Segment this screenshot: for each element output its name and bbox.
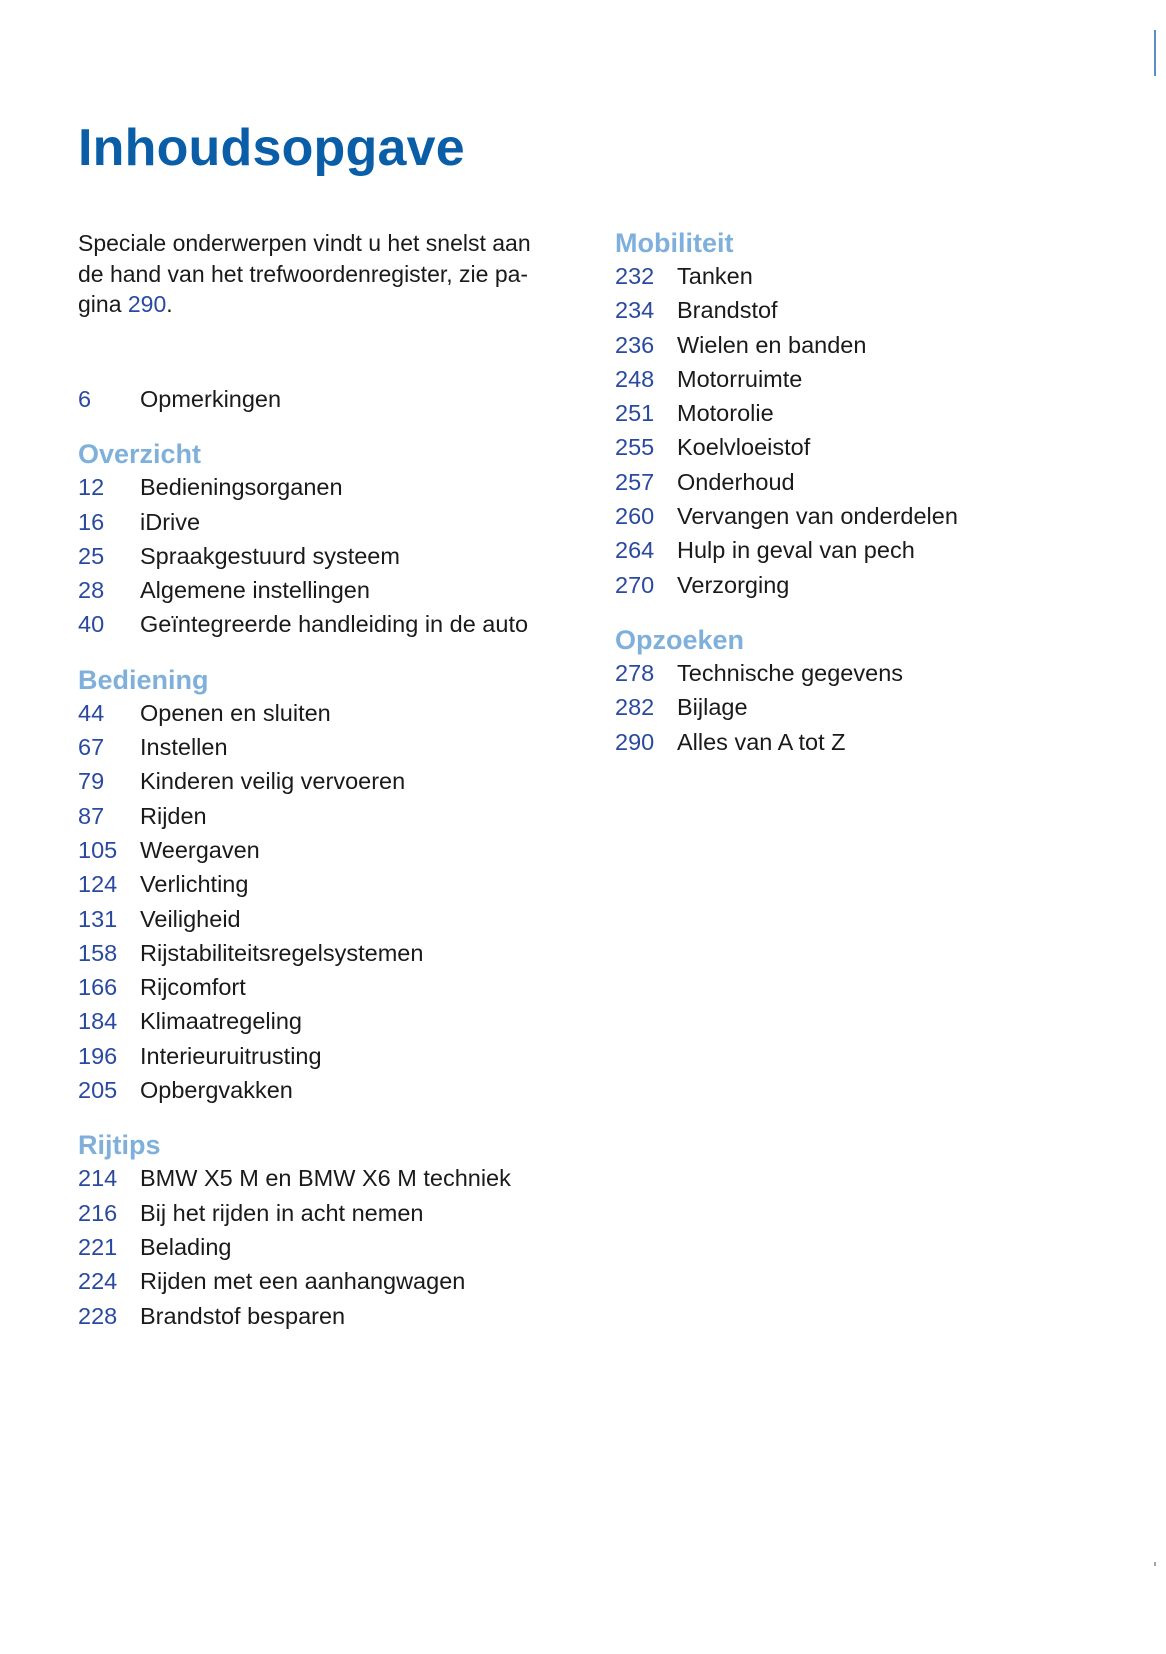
toc-entry[interactable] bbox=[615, 499, 1135, 533]
toc-entry-page: 44 bbox=[78, 699, 105, 726]
toc-entry[interactable] bbox=[78, 470, 598, 504]
toc-entry-label: Kinderen veilig vervoeren bbox=[140, 768, 406, 795]
toc-entry-label: Klimaatregeling bbox=[140, 1008, 302, 1035]
toc-entry[interactable] bbox=[615, 725, 1135, 759]
toc-entry-label: Rijden met een aanhangwagen bbox=[140, 1268, 466, 1295]
toc-entry-page: 105 bbox=[78, 836, 118, 863]
toc-entry[interactable] bbox=[78, 539, 598, 573]
toc-entry-label: Vervangen van onderdelen bbox=[677, 503, 958, 530]
toc-entry-page: 260 bbox=[615, 503, 655, 530]
toc-entry-label: Brandstof besparen bbox=[140, 1302, 346, 1329]
toc-entry[interactable] bbox=[78, 1004, 598, 1038]
toc-entry-page: 158 bbox=[78, 939, 118, 966]
toc-entry-page: 25 bbox=[78, 542, 105, 569]
toc-entry[interactable] bbox=[615, 430, 1135, 464]
toc-entry[interactable] bbox=[615, 656, 1135, 690]
toc-entry-page: 87 bbox=[78, 802, 105, 829]
toc-entry[interactable] bbox=[78, 1161, 598, 1195]
toc-entry-label: Motorolie bbox=[677, 400, 774, 427]
toc-entry-label: Onderhoud bbox=[677, 468, 795, 495]
toc-right-sections bbox=[615, 227, 1135, 759]
intro-text-end: . bbox=[166, 291, 173, 317]
toc-entry[interactable] bbox=[78, 1299, 598, 1333]
toc-entry-label: Bedieningsorganen bbox=[140, 474, 343, 501]
page-title: Inhoudsopgave bbox=[78, 119, 465, 177]
toc-entry-label: BMW X5 M en BMW X6 M techniek bbox=[140, 1165, 511, 1192]
toc-entry[interactable] bbox=[78, 936, 598, 970]
toc-entry-page: 278 bbox=[615, 659, 655, 686]
toc-entry[interactable] bbox=[78, 902, 598, 936]
toc-entry[interactable] bbox=[78, 970, 598, 1004]
toc-entry[interactable] bbox=[78, 607, 598, 641]
toc-right-column bbox=[615, 227, 1135, 781]
toc-entry-label: Rijden bbox=[140, 802, 207, 829]
toc-entry-label: Motorruimte bbox=[677, 365, 803, 392]
toc-entry[interactable] bbox=[615, 362, 1135, 396]
toc-entry-page: 184 bbox=[78, 1008, 118, 1035]
toc-entry[interactable] bbox=[615, 293, 1135, 327]
toc-entry-label: Bij het rijden in acht nemen bbox=[140, 1199, 424, 1226]
toc-entry-page: 40 bbox=[78, 611, 105, 638]
toc-entry[interactable] bbox=[78, 382, 598, 416]
toc-entry[interactable] bbox=[78, 833, 598, 867]
toc-entry-page: 255 bbox=[615, 434, 655, 461]
toc-entry-page: 6 bbox=[78, 386, 92, 412]
intro-page-link[interactable]: 290 bbox=[127, 291, 167, 317]
toc-entry-page: 290 bbox=[615, 728, 655, 755]
toc-entry[interactable] bbox=[78, 1196, 598, 1230]
toc-entry[interactable] bbox=[78, 1039, 598, 1073]
toc-entry-label: Wielen en banden bbox=[677, 331, 867, 358]
toc-entry-page: 264 bbox=[615, 537, 655, 564]
toc-left-sections bbox=[78, 438, 598, 1333]
toc-entry[interactable] bbox=[615, 568, 1135, 602]
toc-entry-label: Technische gegevens bbox=[677, 659, 904, 686]
toc-entry[interactable] bbox=[78, 1264, 598, 1298]
toc-entry-label: Tanken bbox=[677, 263, 753, 289]
toc-entry-label: Belading bbox=[140, 1233, 232, 1260]
toc-entry[interactable] bbox=[615, 690, 1135, 724]
toc-entry-label: Interieuruitrusting bbox=[140, 1042, 322, 1069]
toc-entry-page: 236 bbox=[615, 331, 655, 358]
toc-entry[interactable] bbox=[78, 573, 598, 607]
toc-section-mobiliteit bbox=[615, 227, 1135, 602]
toc-entry-label: Hulp in geval van pech bbox=[677, 537, 915, 564]
toc-entry-label: Alles van A tot Z bbox=[677, 728, 846, 755]
toc-section-opzoeken bbox=[615, 624, 1135, 759]
intro-paragraph bbox=[78, 228, 558, 320]
toc-entry-page: 196 bbox=[78, 1042, 118, 1069]
toc-entry-page: 205 bbox=[78, 1077, 118, 1104]
toc-entry[interactable] bbox=[78, 867, 598, 901]
toc-entry-label: Weergaven bbox=[140, 836, 260, 863]
toc-entry-label: Koelvloeistof bbox=[677, 434, 811, 461]
intro-text: Speciale onderwerpen vindt u het snelst aan de hand van het trefwoordenregister, zie pagina bbox=[78, 230, 531, 317]
section-heading: Mobiliteit bbox=[615, 228, 734, 258]
toc-entry-label: Bijlage bbox=[677, 694, 748, 721]
toc-entry-label: iDrive bbox=[140, 508, 201, 535]
toc-entry-page: 16 bbox=[78, 508, 105, 535]
toc-entry[interactable] bbox=[78, 1073, 598, 1107]
toc-entry-label: Geïntegreerde handleiding in de auto bbox=[140, 611, 529, 638]
toc-entry-label: Verzorging bbox=[677, 571, 790, 598]
toc-entry-page: 221 bbox=[78, 1233, 118, 1260]
toc-entry-label: Instellen bbox=[140, 734, 228, 761]
toc-entry[interactable] bbox=[78, 1230, 598, 1264]
toc-entry-label: Veiligheid bbox=[140, 905, 241, 932]
toc-entry-page: 251 bbox=[615, 400, 655, 427]
page-edge-marker bbox=[1154, 30, 1156, 76]
toc-entry-page: 270 bbox=[615, 571, 655, 598]
toc-entry[interactable] bbox=[78, 799, 598, 833]
toc-section-rijtips bbox=[78, 1129, 598, 1332]
toc-entry-page: 257 bbox=[615, 468, 655, 495]
toc-entry-page: 28 bbox=[78, 577, 105, 604]
toc-entry-page: 166 bbox=[78, 974, 118, 1001]
toc-entry-label: Opmerkingen bbox=[140, 386, 282, 412]
toc-entry[interactable] bbox=[615, 465, 1135, 499]
toc-section-overzicht bbox=[78, 438, 598, 641]
toc-entry-label: Opbergvakken bbox=[140, 1077, 293, 1104]
toc-left-column bbox=[78, 382, 598, 1355]
toc-entry-page: 216 bbox=[78, 1199, 118, 1226]
toc-section-bediening bbox=[78, 664, 598, 1108]
toc-entry-page: 248 bbox=[615, 365, 655, 392]
toc-entry[interactable] bbox=[615, 533, 1135, 567]
section-heading: Rijtips bbox=[78, 1130, 161, 1161]
section-heading: Opzoeken bbox=[615, 624, 745, 655]
toc-entry[interactable] bbox=[78, 764, 598, 798]
toc-entry-page: 131 bbox=[78, 905, 118, 932]
toc-entry-label: Verlichting bbox=[140, 871, 249, 898]
toc-intro-section bbox=[78, 382, 598, 416]
toc-entry[interactable] bbox=[615, 328, 1135, 362]
section-heading: Overzicht bbox=[78, 439, 202, 470]
toc-entry[interactable] bbox=[78, 505, 598, 539]
toc-entry-page: 79 bbox=[78, 768, 105, 795]
toc-entry-page: 67 bbox=[78, 734, 105, 761]
toc-entry[interactable] bbox=[78, 696, 598, 730]
toc-entry-page: 282 bbox=[615, 694, 655, 721]
toc-entry[interactable] bbox=[615, 396, 1135, 430]
toc-entry-label: Brandstof bbox=[677, 297, 778, 324]
toc-entry[interactable] bbox=[78, 730, 598, 764]
toc-entry-page: 12 bbox=[78, 474, 105, 501]
toc-entry-label: Algemene instellingen bbox=[140, 577, 370, 604]
toc-entry-page: 124 bbox=[78, 871, 118, 898]
section-heading: Bediening bbox=[78, 664, 209, 695]
toc-entry-page: 224 bbox=[78, 1268, 118, 1295]
toc-entry-label: Rijstabiliteitsregelsystemen bbox=[140, 939, 424, 966]
toc-entry-label: Openen en sluiten bbox=[140, 699, 331, 726]
toc-entry[interactable] bbox=[615, 259, 1135, 293]
toc-entry-page: 214 bbox=[78, 1165, 118, 1192]
toc-entry-label: Spraakgestuurd systeem bbox=[140, 542, 400, 569]
toc-entry-label: Rijcomfort bbox=[140, 974, 246, 1001]
toc-entry-page: 232 bbox=[615, 263, 655, 289]
page-edge-dot bbox=[1154, 1562, 1156, 1566]
toc-entry-page: 228 bbox=[78, 1302, 118, 1329]
toc-entry-page: 234 bbox=[615, 297, 655, 324]
